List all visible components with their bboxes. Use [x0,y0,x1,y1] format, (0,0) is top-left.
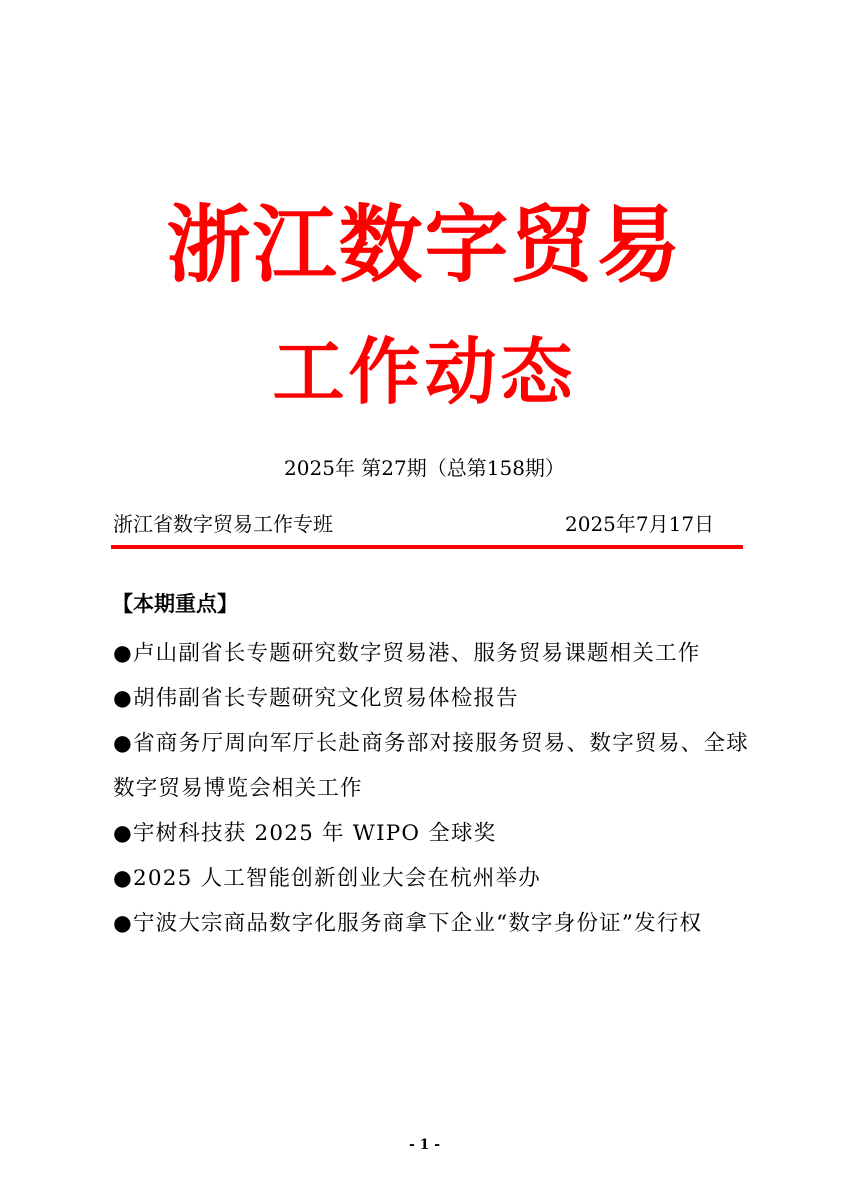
issuer: 浙江省数字贸易工作专班 [113,512,333,536]
highlight-item: ●2025 人工智能创新创业大会在杭州举办 [113,866,542,891]
highlight-item: ●宇树科技获 2025 年 WIPO 全球奖 [113,821,497,846]
highlight-item: ●省商务厅周向军厅长赴商务部对接服务贸易、数字贸易、全球数字贸易博览会相关工作 [113,731,749,801]
issue-date: 2025年7月17日 [565,512,715,536]
highlight-item: ●卢山副省长专题研究数字贸易港、服务贸易课题相关工作 [113,641,701,666]
highlight-item: ●宁波大宗商品数字化服务商拿下企业“数字身份证”发行权 [113,911,703,936]
document-title-line-1: 浙江数字贸易 [166,196,683,294]
red-divider-line [111,545,743,549]
highlight-item: ●胡伟副省长专题研究文化贸易体检报告 [113,686,519,711]
document-title-line-2: 工作动态 [272,330,577,414]
issue-number: 2025年 第27期（总第158期） [284,456,565,480]
highlights-heading: 【本期重点】 [112,592,238,616]
page-number: - 1 - [408,1137,441,1153]
highlights-list [113,631,749,946]
